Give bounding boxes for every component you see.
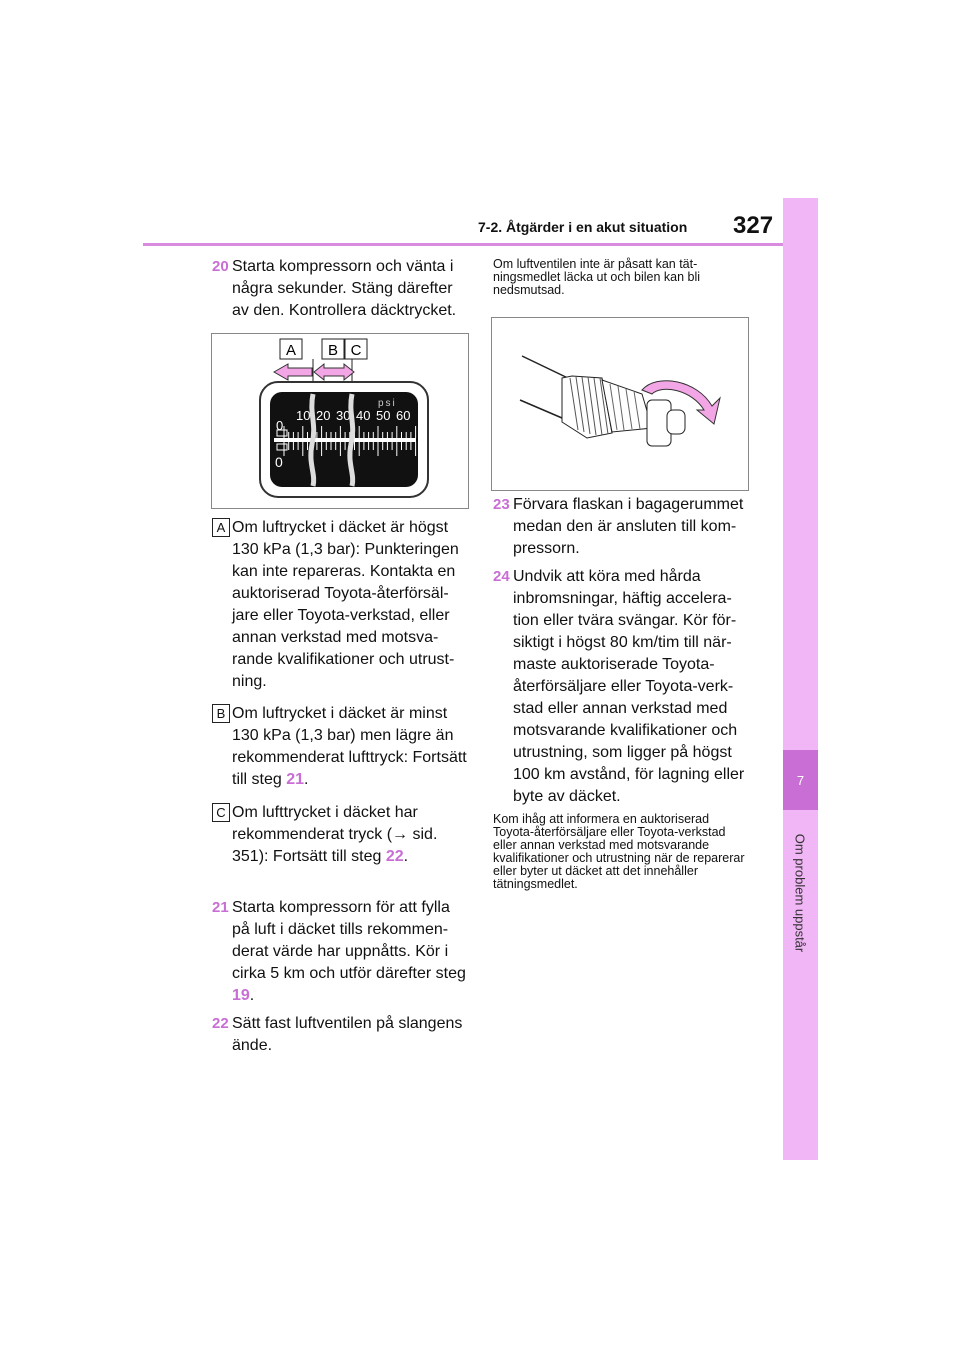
chapter-label: [785, 820, 815, 965]
step-23: [493, 494, 749, 560]
gauge-scale-label: 20: [316, 408, 331, 423]
step-text: Undvik att köra med hårda inbromsningar, häftig acceleration eller tvära svängar. Kör försiktigt i högst 80 km/tim till närmaste auktoriserade Toyota-återförsäljare eller Toyota-verkstad eller annan verkstad med motsvarande kvalifikationer och utrustning, som ligger på högst 100 km avstånd, för lagning eller byte av däcket.: [513, 568, 745, 805]
valve-cap-figure: [491, 317, 749, 491]
gauge-bottom-zero: 0: [275, 454, 283, 470]
gauge-scale-label: 40: [356, 408, 371, 423]
step-text: Starta kompressorn och vänta i några sekunder. Stäng därefter av den. Kontrollera däcktrycket.: [232, 258, 457, 319]
pressure-gauge-figure: [211, 333, 469, 509]
step-text: Förvara flaskan i bagagerummet medan den är ansluten till kompressorn.: [513, 496, 744, 557]
item-b-end: .: [304, 771, 309, 788]
step-22: [212, 1013, 470, 1057]
label-a: A: [285, 342, 297, 359]
step-number: 22: [212, 1015, 229, 1032]
step-ref-22[interactable]: 22: [385, 848, 404, 865]
item-a-text: Om luftrycket i däcket är högst 130 kPa (1,3 bar): Punkteringen kan inte repareras. Kontakta en auktoriserad Toyota-återförsäljare eller Toyota-verkstad, eller annan verkstad med motsvarande kvalifikationer och utrustning.: [232, 519, 459, 690]
gauge-scale-label: 30: [336, 408, 351, 423]
item-c-end: .: [403, 848, 409, 865]
step-number: 21: [212, 899, 229, 916]
label-c: C: [350, 342, 362, 359]
gauge-unit: psi: [378, 398, 397, 409]
step-ref-21[interactable]: 21: [286, 771, 305, 788]
step-text: [232, 897, 470, 1007]
gauge-scale-label: 0: [276, 418, 284, 433]
page-number: 327: [733, 212, 774, 239]
marker-a: A: [212, 518, 230, 537]
step-ref-19[interactable]: 19: [232, 987, 250, 1004]
header-rule: [143, 243, 783, 246]
note-inform-dealer: Kom ihåg att informera en auktoriserad Toyota-återförsäljare eller Toyota-verkstad eller annan verkstad med motsvarande kvalifikationer och utrustning när de reparerar eller byter ut däcket att det innehåller tätningsmedlet.: [493, 812, 745, 891]
step-text: Sätt fast luftventilen på slangens ände.: [232, 1015, 463, 1054]
needle-a-b: [311, 394, 314, 486]
step-21: [212, 897, 470, 1007]
chapter-number: 7: [783, 750, 818, 810]
item-b-body: Om luftrycket i däcket är minst 130 kPa (1,3 bar) men lägre än rekommenderat lufttryck: Fortsätt till steg: [232, 705, 467, 788]
step-number: 23: [493, 496, 510, 513]
needle-c: [350, 394, 353, 486]
gauge-scale-label: 10: [296, 408, 311, 423]
chapter-label-text: Om problem uppstår: [792, 833, 808, 952]
step-21-end: .: [249, 987, 255, 1004]
step-number: 24: [493, 568, 510, 585]
gauge-scale-label: 50: [376, 408, 391, 423]
step-20: [212, 256, 470, 322]
step-number: 20: [212, 258, 229, 275]
step-21-body: Starta kompressorn för att fylla på luft i däcket tills rekommenderat värde har uppnåtts. Kör i cirka 5 km och utför därefter steg: [232, 899, 466, 982]
item-c-body: Om lufttrycket i däcket har rekommenderat tryck (→ sid. 351): Fortsätt till steg: [232, 804, 438, 865]
marker-b: B: [212, 704, 230, 723]
section-title: 7-2. Åtgärder i en akut situation: [478, 219, 688, 235]
note-valve: Om luftventilen inte är påsatt kan tätningsmedlet läcka ut och bilen kan bli nedsmutsad.: [493, 257, 701, 297]
marker-c: C: [212, 803, 230, 822]
item-b-text: [232, 703, 468, 791]
chapter-side-tab: [783, 198, 818, 1160]
step-24: [493, 566, 749, 808]
range-arrow-a: [274, 364, 312, 380]
item-c-text: [232, 802, 468, 868]
pressure-gauge-illustration: [212, 334, 468, 508]
range-arrow-b: [314, 364, 354, 380]
label-b: B: [327, 342, 339, 359]
gauge-scale-label: 60: [396, 408, 411, 423]
valve-cap-illustration: [492, 318, 748, 490]
gauge-scale-bar: [274, 438, 416, 442]
